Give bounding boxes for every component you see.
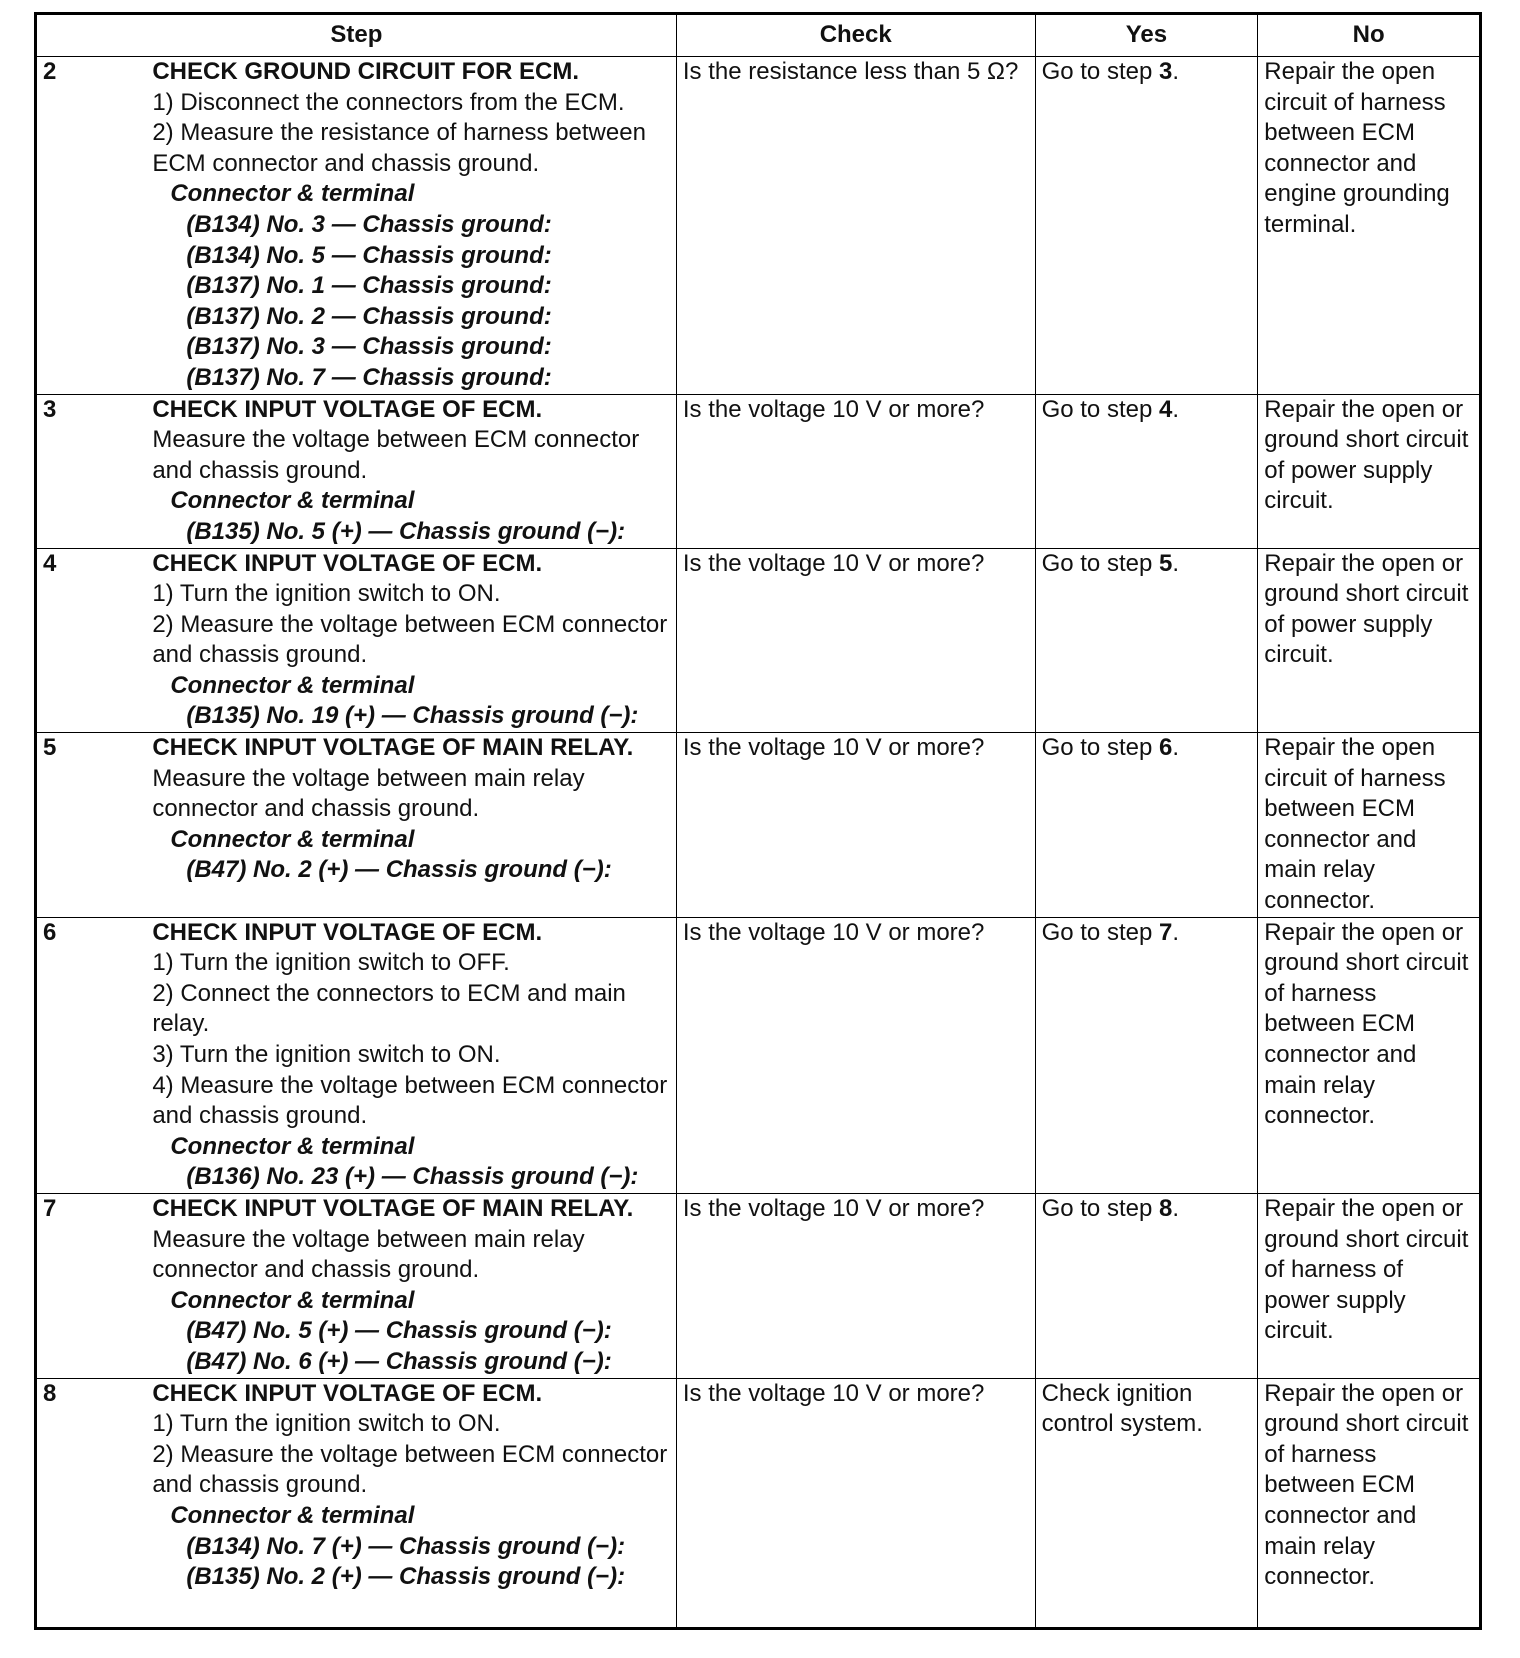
procedure-line: 2) Measure the voltage between ECM connector and chassis ground. [152,1440,668,1499]
yes-action [1035,394,1258,548]
yes-action [1035,1193,1258,1378]
step-title: CHECK INPUT VOLTAGE OF ECM. [152,395,543,423]
step-procedure [146,733,676,918]
yes-action [1035,1378,1258,1628]
step-number: 2 [36,57,147,395]
header-no: No [1258,14,1481,57]
terminal-spec: (B136) No. 23 (+) — Chassis ground (−): [186,1163,639,1191]
yes-suffix: . [1172,58,1180,85]
yes-step-ref: 7 [1158,918,1173,946]
step-procedure [146,394,676,548]
terminal-spec: (B137) No. 3 — Chassis ground: [186,333,552,361]
terminal-spec: (B137) No. 1 — Chassis ground: [186,272,552,300]
procedure-line: Measure the voltage between main relay connector and chassis ground. [152,1225,585,1284]
yes-step-ref: 4 [1158,395,1173,423]
step-number: 4 [36,548,147,733]
check-question: Is the voltage 10 V or more? [676,548,1035,733]
yes-suffix: . [1172,734,1180,762]
check-question: Is the voltage 10 V or more? [676,917,1035,1193]
yes-step-ref: 5 [1158,549,1173,577]
step-title: CHECK INPUT VOLTAGE OF ECM. [152,1379,543,1407]
procedure-line: 1) Turn the ignition switch to OFF. [152,949,510,977]
yes-action [1035,548,1258,733]
yes-text: Check ignition control system. [1041,1379,1203,1438]
check-question: Is the voltage 10 V or more? [676,394,1035,548]
terminal-spec: (B47) No. 6 (+) — Chassis ground (−): [186,1347,612,1375]
connector-terminal-label: Connector & terminal [170,180,415,208]
no-action: Repair the open or ground short circuit of harness between ECM connector and main relay connector. [1258,917,1481,1193]
terminal-spec: (B135) No. 2 (+) — Chassis ground (−): [186,1563,626,1591]
terminal-spec: (B134) No. 7 (+) — Chassis ground (−): [186,1532,626,1560]
no-action: Repair the open or ground short circuit of harness of power supply circuit. [1258,1193,1481,1378]
terminal-spec: (B135) No. 19 (+) — Chassis ground (−): [186,702,639,730]
yes-prefix: Go to step [1041,549,1159,577]
connector-terminal-label: Connector & terminal [170,1286,415,1314]
step-title: CHECK INPUT VOLTAGE OF MAIN RELAY. [152,1194,634,1222]
step-number: 3 [36,394,147,548]
terminal-spec: (B135) No. 5 (+) — Chassis ground (−): [186,517,626,545]
step-row [36,733,1481,918]
check-question: Is the voltage 10 V or more? [676,1378,1035,1628]
yes-step-ref: 8 [1158,1194,1173,1222]
step-procedure [146,917,676,1193]
terminal-spec: (B134) No. 3 — Chassis ground: [186,210,552,238]
connector-terminal-label: Connector & terminal [170,1501,415,1529]
step-procedure [146,548,676,733]
procedure-line: 2) Measure the resistance of harness between ECM connector and chassis ground. [152,119,646,177]
step-number: 7 [36,1193,147,1378]
step-row [36,1193,1481,1378]
step-row [36,57,1481,395]
terminal-spec: (B137) No. 7 — Chassis ground: [186,363,552,391]
yes-prefix: Go to step [1041,395,1159,423]
header-check: Check [676,14,1035,57]
procedure-line: 2) Measure the voltage between ECM connector and chassis ground. [152,610,668,669]
procedure-line: 1) Turn the ignition switch to ON. [152,580,501,608]
step-procedure [146,57,676,395]
yes-suffix: . [1172,918,1180,946]
no-action: Repair the open or ground short circuit of harness between ECM connector and main relay connector. [1258,1378,1481,1628]
terminal-spec: (B47) No. 5 (+) — Chassis ground (−): [186,1317,612,1345]
terminal-spec: (B134) No. 5 — Chassis ground: [186,241,552,269]
yes-suffix: . [1172,549,1180,577]
diagnostic-table [34,12,1482,1630]
no-action: Repair the open circuit of harness between ECM connector and engine grounding terminal. [1258,57,1481,395]
yes-prefix: Go to step [1041,918,1159,946]
step-number: 6 [36,917,147,1193]
check-question: Is the voltage 10 V or more? [676,1193,1035,1378]
step-number: 8 [36,1378,147,1628]
terminal-spec: (B47) No. 2 (+) — Chassis ground (−): [186,856,612,884]
no-action: Repair the open or ground short circuit of power supply circuit. [1258,548,1481,733]
step-procedure [146,1378,676,1628]
step-row [36,394,1481,548]
check-question: Is the resistance less than 5 Ω? [676,57,1035,395]
yes-step-ref: 3 [1158,58,1173,85]
connector-terminal-label: Connector & terminal [170,487,415,515]
yes-suffix: . [1172,1194,1180,1222]
procedure-line: 1) Turn the ignition switch to ON. [152,1410,501,1438]
header-yes: Yes [1035,14,1258,57]
yes-prefix: Go to step [1041,734,1159,762]
yes-action [1035,57,1258,395]
yes-prefix: Go to step [1041,58,1159,85]
no-action: Repair the open or ground short circuit of power supply circuit. [1258,394,1481,548]
yes-suffix: . [1172,395,1180,423]
step-row [36,548,1481,733]
procedure-line: 3) Turn the ignition switch to ON. [152,1041,501,1068]
yes-prefix: Go to step [1041,1194,1159,1222]
step-row [36,917,1481,1193]
step-row [36,1378,1481,1628]
procedure-line: 2) Connect the connectors to ECM and main relay. [152,979,626,1038]
terminal-spec: (B137) No. 2 — Chassis ground: [186,302,552,330]
step-title: CHECK INPUT VOLTAGE OF MAIN RELAY. [152,734,634,762]
header-row [36,14,1481,57]
procedure-line: 4) Measure the voltage between ECM connector and chassis ground. [152,1071,668,1130]
step-number: 5 [36,733,147,918]
procedure-line: Measure the voltage between main relay connector and chassis ground. [152,764,585,823]
no-action: Repair the open circuit of harness between ECM connector and main relay connector. [1258,733,1481,918]
yes-step-ref: 6 [1158,734,1173,762]
check-question: Is the voltage 10 V or more? [676,733,1035,918]
procedure-line: Measure the voltage between ECM connector and chassis ground. [152,426,640,484]
connector-terminal-label: Connector & terminal [170,825,415,853]
step-title: CHECK INPUT VOLTAGE OF ECM. [152,549,543,577]
yes-action [1035,733,1258,918]
procedure-line: 1) Disconnect the connectors from the ECM. [152,88,625,116]
connector-terminal-label: Connector & terminal [170,671,415,699]
yes-action [1035,917,1258,1193]
header-step: Step [36,14,677,57]
step-procedure [146,1193,676,1378]
connector-terminal-label: Connector & terminal [170,1132,415,1160]
step-title: CHECK GROUND CIRCUIT FOR ECM. [152,58,579,85]
step-title: CHECK INPUT VOLTAGE OF ECM. [152,918,543,946]
